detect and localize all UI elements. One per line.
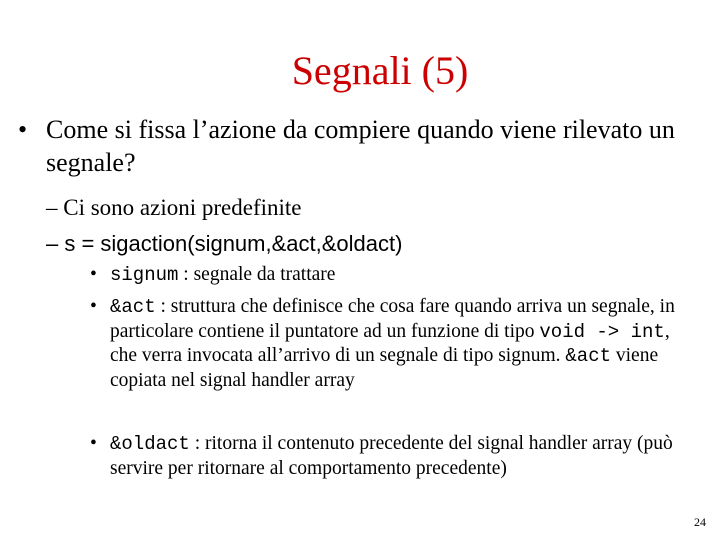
detail-description: , che verra invocata all’arrivo di un segnale di tipo signum. bbox=[110, 320, 670, 366]
code-snippet: &act bbox=[565, 345, 612, 367]
bullet-icon: • bbox=[18, 115, 28, 144]
code-snippet: &act bbox=[110, 296, 156, 318]
code-snippet: &oldact bbox=[110, 433, 190, 455]
code-snippet: signum bbox=[110, 264, 179, 286]
main-bullet bbox=[18, 113, 698, 179]
bullet-icon: • bbox=[90, 296, 97, 317]
detail-description: : struttura che definisce che cosa fare quando arriva un segnale, in particolare contiene il puntatore ad un funzione di tipo bbox=[110, 296, 675, 342]
page-number: 24 bbox=[694, 515, 706, 529]
sub-bullet-2: – s = sigaction(signum,&act,&oldact) bbox=[46, 231, 403, 256]
detail-text bbox=[90, 263, 690, 288]
main-bullet-text: Come si fissa l’azione da compiere quando viene rilevato un segnale? bbox=[46, 115, 675, 177]
detail-item-act bbox=[90, 295, 690, 393]
detail-description: : ritorna il contenuto precedente del signal handler array (può servire per ritornare al comportamento precedente) bbox=[110, 433, 673, 479]
bullet-icon: • bbox=[90, 264, 97, 285]
detail-text bbox=[90, 295, 690, 393]
detail-item-oldact bbox=[90, 432, 690, 481]
detail-description: : segnale da trattare bbox=[178, 264, 336, 285]
detail-text bbox=[90, 432, 690, 481]
code-snippet: void -> int bbox=[539, 320, 665, 343]
sub-bullet-1: – Ci sono azioni predefinite bbox=[46, 195, 302, 220]
detail-description: viene copiata nel signal handler array bbox=[110, 345, 659, 391]
detail-item-signum bbox=[90, 263, 690, 288]
bullet-icon: • bbox=[90, 433, 97, 454]
slide-title: Segnali (5) bbox=[291, 48, 469, 93]
